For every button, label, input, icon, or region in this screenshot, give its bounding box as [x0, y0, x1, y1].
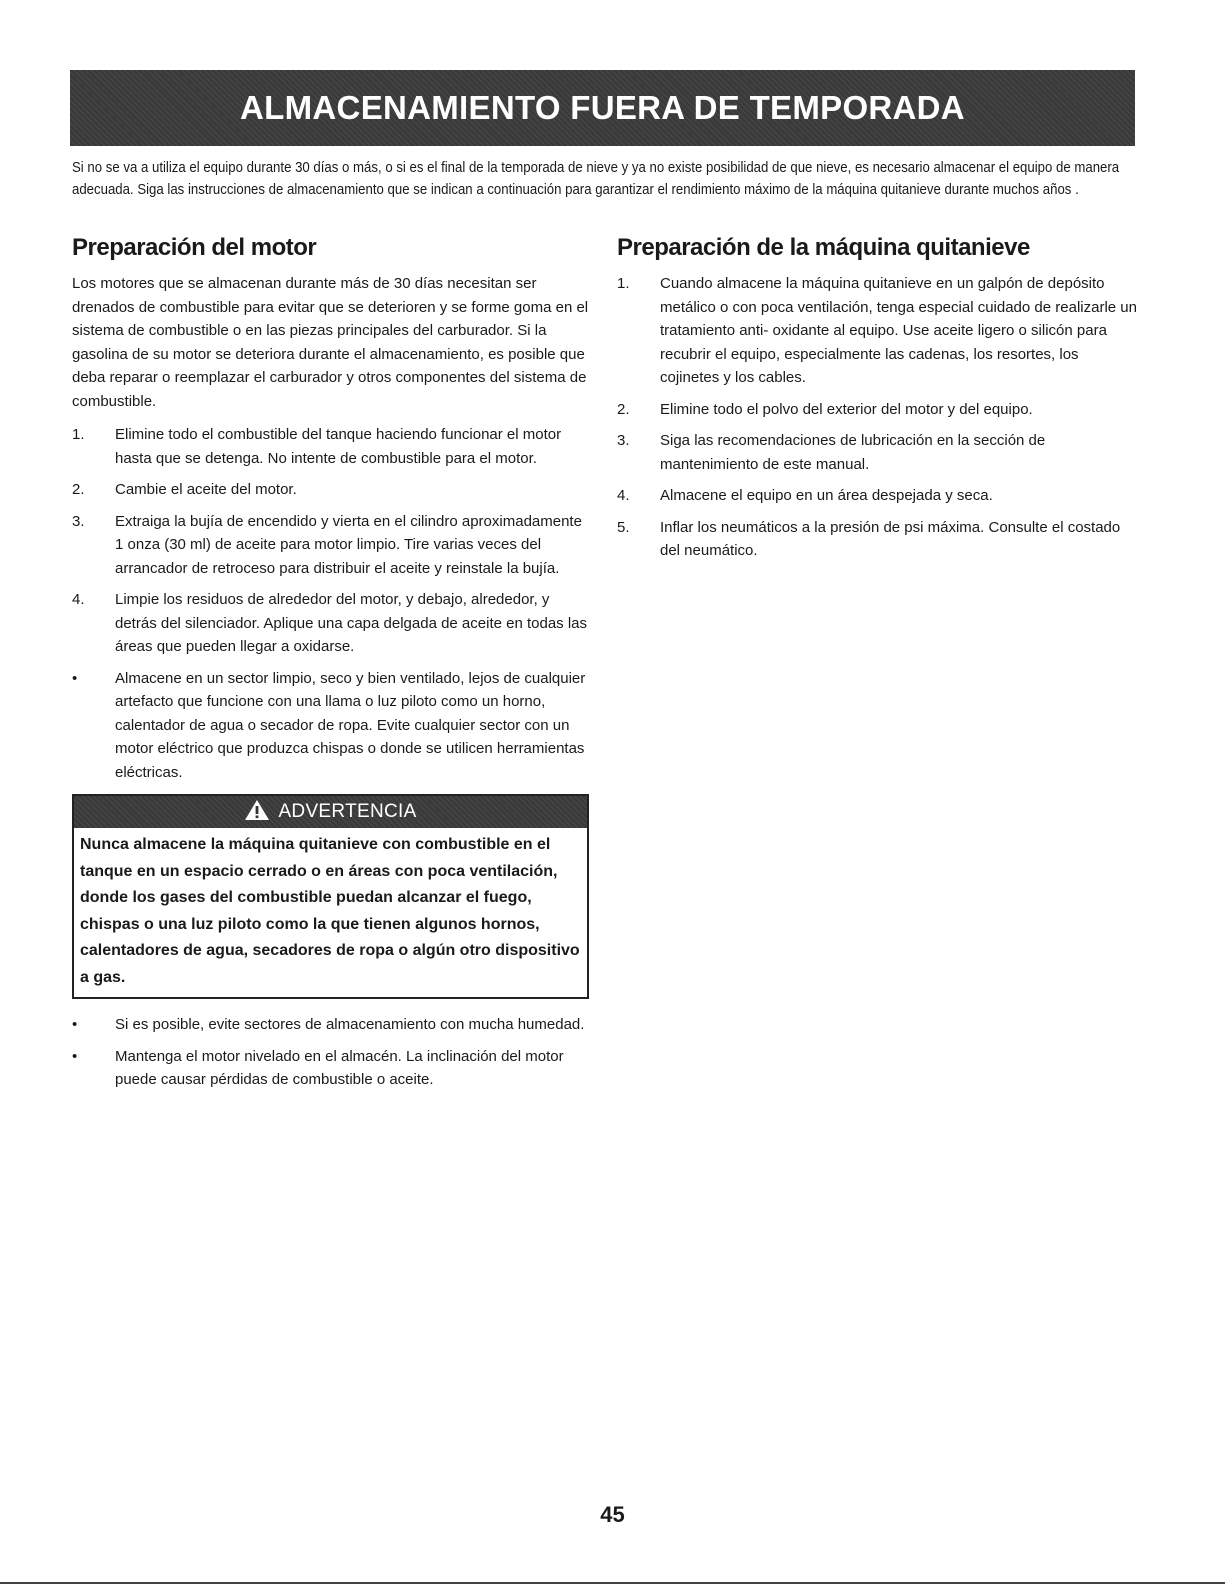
- intro-paragraph: Si no se va a utiliza el equipo durante 30 días o más, o si es el final de la temporada de nieve y ya no existe posibilidad de que nieve, es necesario almacenar el equipo de manera adecuada. Siga las instrucciones de almacenamiento que se indican a continuación para garantizar el rendimiento máximo de la máquina quitanieve durante muchos años .: [72, 159, 1120, 198]
- list-marker: •: [72, 669, 78, 687]
- warning-triangle-icon: [244, 799, 270, 826]
- list-item-text: Elimine todo el polvo del exterior del motor y del equipo.: [660, 400, 1033, 418]
- warning-title: ADVERTENCIA: [278, 801, 417, 822]
- snowthrower-preparation-heading: Preparación de la máquina quitanieve: [617, 234, 1030, 261]
- warning-text: Nunca almacene la máquina quitanieve con combustible en el tanque en un espacio cerrado o en áreas con poca ventilación, donde los gases del combustible puedan alcanzar el fuego, chispas o una luz piloto como la que tienen algunos hornos, calentadores de agua, secadores de ropa o algún otro dispositivo a gas.: [80, 836, 580, 986]
- list-marker: •: [72, 1016, 78, 1033]
- snowthrower-preparation-column: [617, 234, 1137, 571]
- list-item: [72, 478, 592, 502]
- list-item: [72, 588, 592, 659]
- engine-steps-list: [72, 423, 592, 784]
- list-item: [617, 429, 1137, 476]
- engine-preparation-paragraph: Los motores que se almacenan durante más de 30 días necesitan ser drenados de combustible para evitar que se deterioren y se forme goma en el sistema de combustible o en las piezas principales del carburador. Si la gasolina de su motor se deteriora durante el almacenamiento, es posible que deba reparar o reemplazar el carburador y otros componentes del sistema de combustible.: [72, 275, 589, 410]
- engine-preparation-heading: Preparación del motor: [72, 234, 317, 261]
- list-item-text: Inflar los neumáticos a la presión de psi máxima. Consulte el costado del neumático.: [660, 518, 1121, 559]
- page-number: 45: [600, 1502, 625, 1527]
- list-item: [72, 1045, 592, 1092]
- warning-box: [72, 794, 589, 999]
- section-title: ALMACENAMIENTO FUERA DE TEMPORADA: [240, 89, 965, 126]
- list-item: [72, 423, 592, 470]
- list-marker: 1.: [617, 275, 630, 292]
- list-item-text: Siga las recomendaciones de lubricación en la sección de mantenimiento de este manual.: [660, 432, 1046, 473]
- list-item: [617, 398, 1137, 422]
- list-item: [72, 1013, 592, 1037]
- snowthrower-steps-list: [617, 272, 1137, 563]
- list-item-text: Limpie los residuos de alrededor del motor, y debajo, alrededor, y detrás del silenciador. Aplique una capa delgada de aceite en todas las áreas que pueden llegar a oxidarse.: [115, 591, 588, 655]
- list-item-text: Elimine todo el combustible del tanque haciendo funcionar el motor hasta que se detenga. No intente de combustible para el motor.: [115, 426, 562, 467]
- list-marker: 3.: [72, 512, 85, 530]
- list-marker: 4.: [617, 487, 630, 504]
- list-item-text: Almacene en un sector limpio, seco y bien ventilado, lejos de cualquier artefacto que funcione con una llama o luz piloto como un horno, calentador de agua o secador de ropa. Evite cualquier sector con un motor eléctrico que produzca chispas o donde se utilicen herramientas eléctricas.: [115, 669, 586, 781]
- list-marker: 1.: [72, 426, 85, 443]
- list-marker: 3.: [617, 432, 630, 449]
- list-item-text: Si es posible, evite sectores de almacenamiento con mucha humedad.: [115, 1016, 585, 1033]
- list-marker: 2.: [72, 481, 85, 498]
- list-marker: 2.: [617, 400, 630, 418]
- warning-header: [74, 796, 587, 828]
- section-banner: [70, 70, 1135, 146]
- list-item: [72, 667, 592, 785]
- list-item-text: Cambie el aceite del motor.: [115, 481, 297, 498]
- bottom-rule: [0, 1582, 1225, 1584]
- list-item: [617, 516, 1137, 563]
- list-item: [617, 272, 1137, 390]
- list-marker: 5.: [617, 518, 630, 536]
- list-marker: •: [72, 1047, 78, 1065]
- list-item-text: Cuando almacene la máquina quitanieve en un galpón de depósito metálico o con poca ventilación, tenga especial cuidado de realizarle un tratamiento anti- oxidante al equipo. Use aceite ligero o silicón para recubrir el equipo, especialmente las cadenas, los resortes, los cojinetes y los cables.: [660, 275, 1137, 386]
- storage-tips-list: [72, 1013, 592, 1092]
- list-item-text: Extraiga la bujía de encendido y vierta en el cilindro aproximadamente 1 onza (30 ml) de aceite para motor limpio. Tire varias veces del arrancador de retroceso para distribuir el aceite y reinstale la bujía.: [115, 512, 582, 577]
- list-marker: 4.: [72, 591, 85, 608]
- list-item: [72, 510, 592, 581]
- list-item: [617, 484, 1137, 508]
- engine-preparation-column: [72, 234, 592, 1100]
- list-item-text: Mantenga el motor nivelado en el almacén. La inclinación del motor puede causar pérdidas de combustible o aceite.: [115, 1047, 564, 1088]
- list-item-text: Almacene el equipo en un área despejada y seca.: [660, 487, 993, 504]
